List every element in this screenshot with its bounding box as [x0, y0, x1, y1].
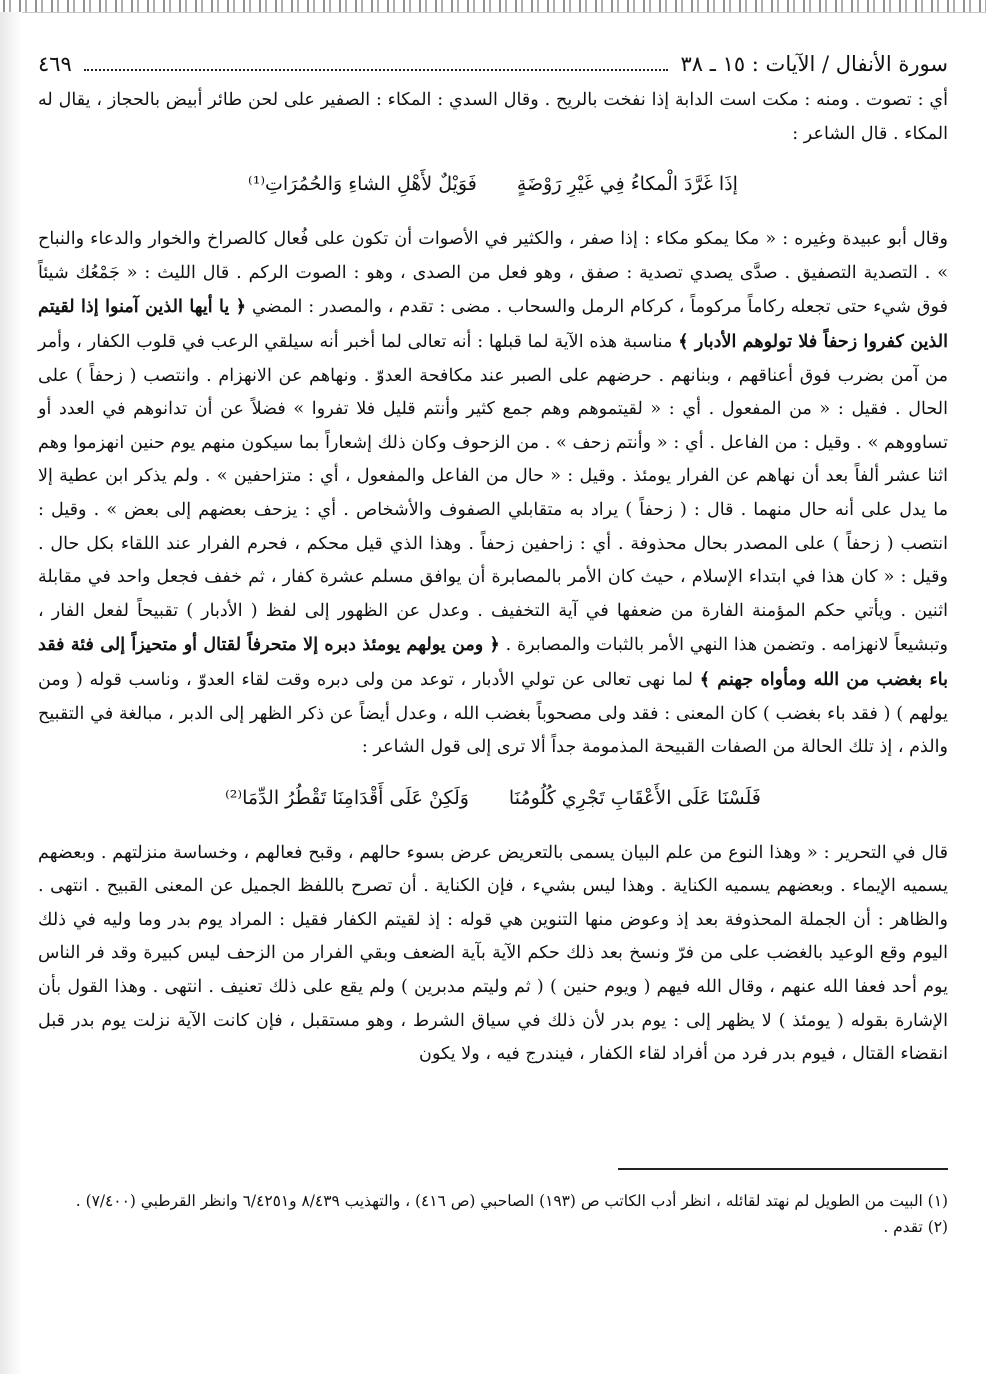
- header-dot-leader: [84, 55, 669, 71]
- running-header: [38, 50, 948, 78]
- verse-1-first-hemistich: إذَا غَرَّدَ الْمكاءُ فِي غَيْرِ رَوْضَةٍ: [516, 173, 738, 196]
- body-text: [38, 84, 948, 1072]
- paragraph-2-text-end: لما نهى تعالى عن تولي الأدبار ، توعد من ولى دبره وقت لقاء العدوّ ، وناسب قوله ( ومن يولهم ) ( فقد باء بغضب ) كان المعنى : فقد ولى مصحوباً بغضب الله ، وعدل أيضاً عن ذكر الظهر إلى الدبر ، مبالغة في التقبيح والذم ، إذ تلك الحالة من الصفات القبيحة المذمومة جداً ألا ترى إلى قول الشاعر :: [38, 669, 948, 758]
- header-title: سورة الأنفال / الآيات : ١٥ ـ ٣٨: [680, 52, 948, 76]
- page-top-border: [0, 0, 986, 13]
- verse-2-second-hemistich: وَلَكِنْ عَلَى أَقْدَامِنَا تَقْطُرُ الدِّمَا⁽²⁾: [225, 786, 469, 809]
- footnote-2: (٢) تقدم .: [883, 1218, 948, 1236]
- paragraph-1: أي : تصوت . ومنه : مكت است الدابة إذا نفخت بالريح . وقال السدي : المكاء : الصفير على لحن طائر أبيض بالحجاز ، يقال له المكاء . قال الشاعر :: [38, 90, 948, 144]
- footnote-1: (١) البيت من الطويل لم نهتد لقائله ، انظر أدب الكاتب ص (١٩٣) الصاحبي (ص ٤١٦) ، والتهذيب ٨/٤٣٩ و٦/٤٢٥١ وانظر القرطبي (٧/٤٠٠) .: [75, 1192, 948, 1210]
- verse-2-first-hemistich: فَلَسْنَا عَلَى الأَعْقَابِ تَجْرِي كُلُومُنَا: [508, 786, 761, 809]
- quran-quote-2: ﴿ ومن يولهم يومئذ دبره إلا متحرفاً لقتال أو متحيزاً إلى فئة فقد باء بغضب من الله ومأواه جهنم ﴾: [38, 634, 949, 690]
- verse-1-second-hemistich: فَوَيْلٌ لأَهْلِ الشاءِ وَالحُمُرَاتِ⁽¹⁾: [248, 173, 477, 196]
- paragraph-3: قال في التحرير : « وهذا النوع من علم البيان يسمى بالتعريض عرض بسوء حالهم ، وقبح فعالهم ، وخساسة منزلتهم . وبعضهم يسميه الإيماء . وبعضهم يسميه الكناية . وهذا ليس بشيء ، فإن الكناية . أن تصرح باللفظ الجميل عن المعنى القبيح . انتهى . والظاهر : أن الجملة المحذوفة بعد إذ وعوض منها التنوين هي قوله : إذ لقيتم الكفار فقيل : المراد يوم بدر وما وليه في ذلك اليوم وقع الوعيد بالغضب على من فرّ ونسخ بعد ذلك حكم الآية بآية الضعف وبقي الفرار من الزحف ليس كبيرة وقد فر الناس يوم أحد فعفا الله عنهم ، وقال الله فيهم ( ويوم حنين ) ( ثم وليتم مدبرين ) ولم يقع على ذلك تعنيف . انتهى . وهذا القول بأن الإشارة بقوله ( يومئذ ) لا يظهر إلى : يوم بدر لأن ذلك في سياق الشرط ، وهو مستقبل ، فإن كانت الآية نزلت يوم بدر قبل انقضاء القتال ، فيوم بدر فرد من أفراد لقاء الكفار ، فيندرج فيه ، ولا يكون: [38, 842, 948, 1065]
- paragraph-2-text: وقال أبو عبيدة وغيره : « مكا يمكو مكاء : إذا صفر ، والكثير في الأصوات أن تكون على فُعال كالصراخ والخوار والدعاء والنباح » . التصدية التصفيق . صدَّى يصدي تصدية : صفق ، وهو فعل من الصدى ، وهو : الصوت الركم . قال الليث : « جَمْعُك شيئاً فوق شيء حتى تجعله ركاماً مركوماً ، كركام الرمل والسحاب . مضى : تقدم ، والمصدر : المضي: [38, 229, 949, 318]
- verse-2: [38, 783, 948, 813]
- scan-edge-shade: [0, 12, 22, 1374]
- footnote-divider: [618, 1168, 948, 1170]
- footnotes: [38, 1168, 948, 1240]
- verse-1: [38, 169, 948, 199]
- quran-quote-1: ﴿ يا أيها الذين آمنوا إذا لقيتم الذين كفروا زحفاً فلا تولوهم الأدبار ﴾: [38, 296, 949, 352]
- page-content: [38, 50, 948, 1072]
- paragraph-2-text-cont: مناسبة هذه الآية لما قبلها : أنه تعالى لما أخبر أنه سيلقي الرعب في قلوب الكفار ، وأمر من آمن بضرب فوق أعناقهم ، وبنانهم . حرضهم على الصبر عند مكافحة العدوّ . ونهاهم عن الانهزام . وانتصب ( زحفاً ) على الحال . فقيل : « من المفعول . أي : « لقيتموهم وهم جمع كثير وأنتم قليل فلا تفروا » فضلاً عن أن تدانوهم في العدد أو تساووهم » . وقيل : من الفاعل . أي : « وأنتم زحف » . من الزحوف وكان ذلك إشعاراً بما سيكون منهم يوم حنين انهزموا وهم اثنا عشر ألفاً بعد أن نهاهم عن الفرار يومئذ . وقيل : « حال من الفاعل والمفعول ، أي : متزاحفين » . ولم يذكر ابن عطية إلا ما يدل على أنه حال منهما . قال : ( زحفاً ) يراد به متقابلي الصفوف والأشخاص . أي : يزحف بعضهم إلى بعض » . وقيل : انتصب ( زحفاً ) على المصدر بحال محذوفة . أي : زاحفين زحفاً . وهذا الذي قيل محكم ، فحرم الفرار عند اللقاء بكل حال . وقيل : « كان هذا في ابتداء الإسلام ، حيث كان الأمر بالمصابرة أن يوافق مسلم عشرة كفار ، ثم خفف فجعل واحد في مقابلة اثنين . ويأتي حكم المؤمنة الفارة من ضعفها في آية التخفيف . وعدل عن الظهور إلى لفظ ( الأدبار ) تقبيحاً لفعل الفار ، وتبشيعاً لانهزامه . وتضمن هذا النهي الأمر بالثبات والمصابرة .: [38, 331, 949, 656]
- page-number: ٤٦٩: [38, 52, 72, 76]
- paragraph-2: [38, 223, 948, 765]
